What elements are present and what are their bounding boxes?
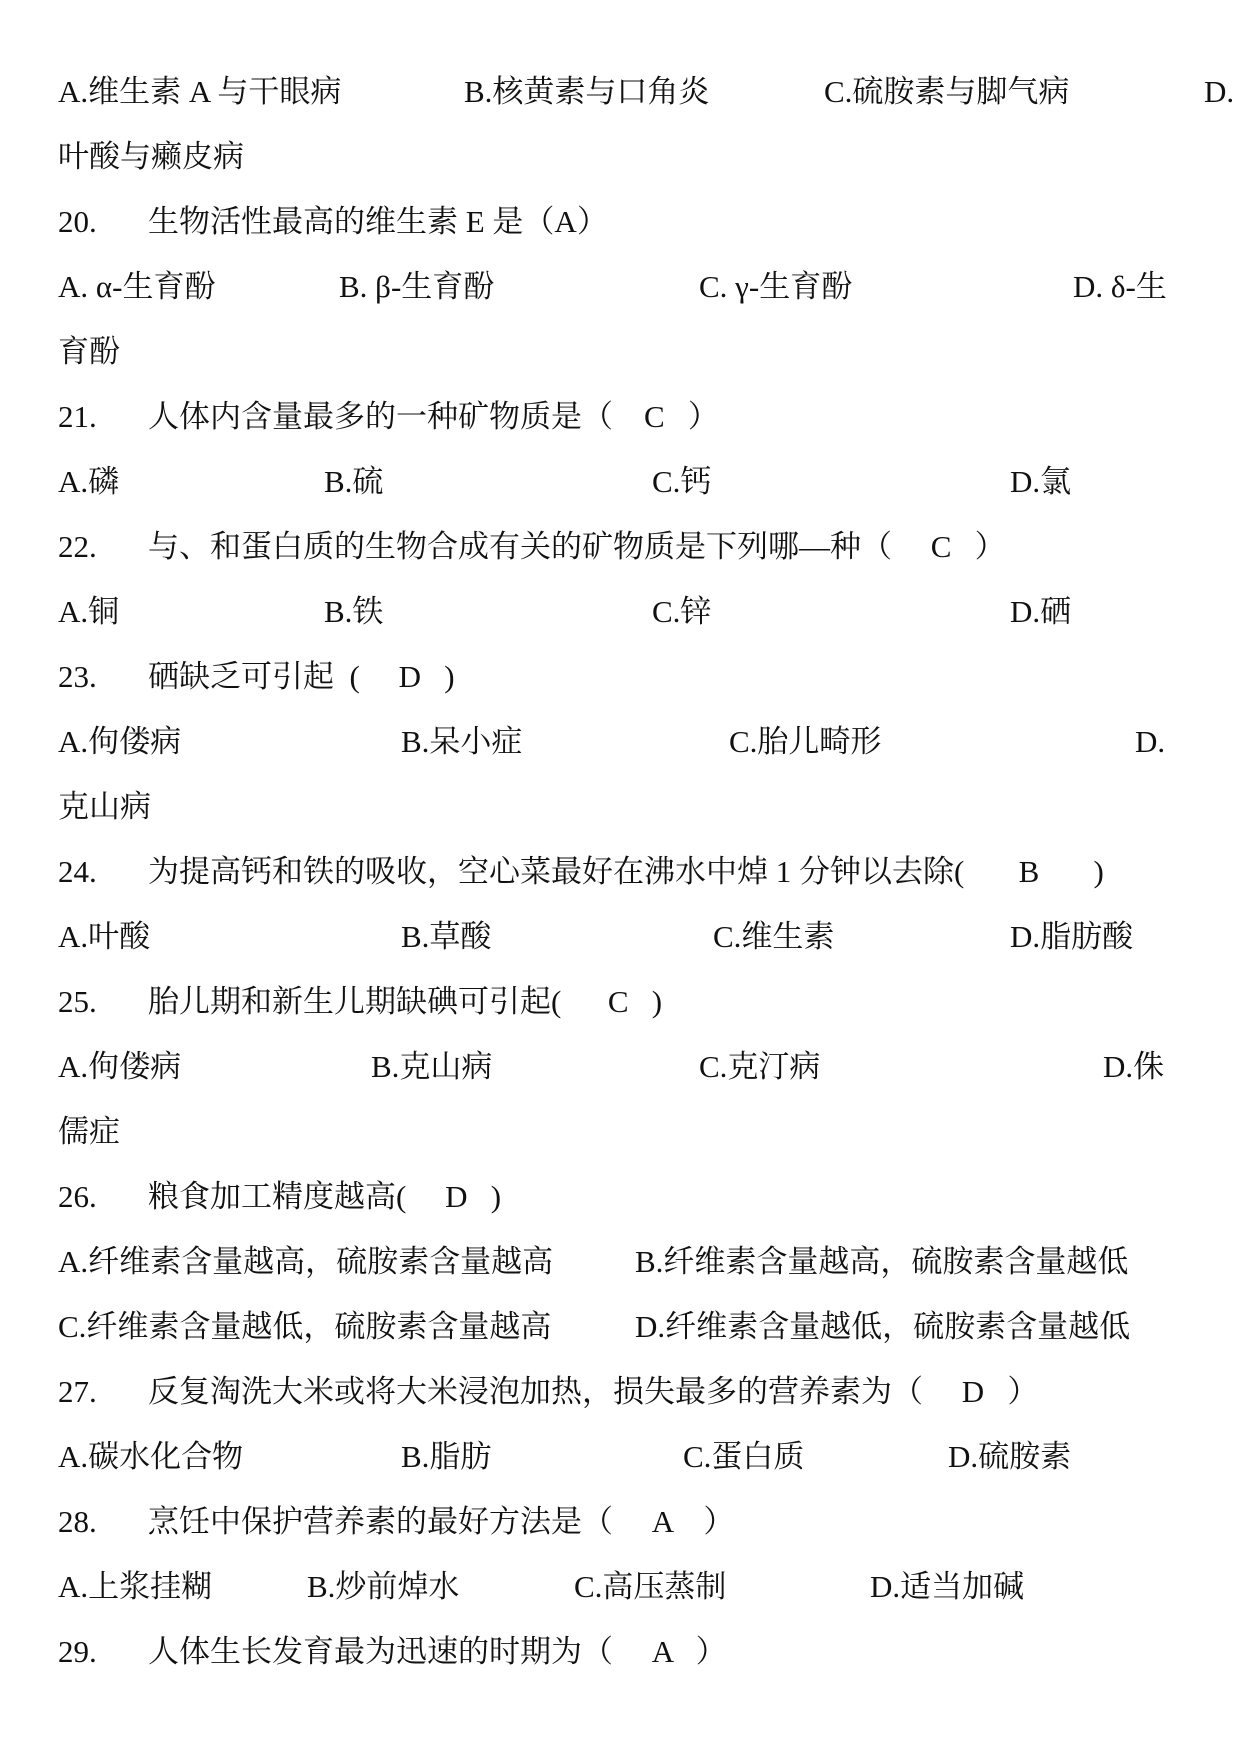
option-b: B. β-生育酚 [339,269,495,304]
option-c: C.锌 [652,594,712,629]
question-number: 25. [58,984,97,1019]
option-a: A.维生素 A 与干眼病 [58,74,342,109]
option-a: A.佝偻病 [58,724,182,759]
question-stem: 与、和蛋白质的生物合成有关的矿物质是下列哪—种（ C ） [148,529,1006,564]
question-number: 21. [58,399,97,434]
option-c: C.硫胺素与脚气病 [824,74,1070,109]
question-number: 27. [58,1374,97,1409]
question-number: 29. [58,1634,97,1669]
option-a: A.纤维素含量越高，硫胺素含量越高 [58,1244,554,1279]
question-stem: 烹饪中保护营养素的最好方法是（ A ） [148,1504,735,1539]
option-a: A.碳水化合物 [58,1439,244,1474]
q21-stem-row [0,384,1241,449]
option-d: D.纤维素含量越低，硫胺素含量越低 [635,1309,1131,1344]
option-b: B.呆小症 [401,724,523,759]
q28-stem-row [0,1489,1241,1554]
question-stem: 反复淘洗大米或将大米浸泡加热，损失最多的营养素为（ D ） [148,1374,1039,1409]
option-c: C.高压蒸制 [574,1569,727,1604]
question-stem: 胎儿期和新生儿期缺碘可引起( C ) [148,984,663,1019]
option-d: D. [1204,74,1235,109]
option-d: D.适当加碱 [870,1569,1025,1604]
q29-stem-row [0,1619,1241,1684]
q22-options-row [0,579,1241,644]
question-number: 28. [58,1504,97,1539]
q21-options-row [0,449,1241,514]
question-stem: 人体内含量最多的一种矿物质是（ C ） [148,399,719,434]
option-b: B.纤维素含量越高，硫胺素含量越低 [635,1244,1129,1279]
option-d-continuation: 叶酸与癞皮病 [58,139,244,174]
option-b: B.核黄素与口角炎 [464,74,710,109]
option-c: C.维生素 [713,919,835,954]
option-b: B.脂肪 [401,1439,492,1474]
question-number: 22. [58,529,97,564]
option-b: B.铁 [324,594,384,629]
q19-options-row [0,59,1241,124]
q27-stem-row [0,1359,1241,1424]
option-c: C.蛋白质 [683,1439,805,1474]
option-b: B.克山病 [371,1049,493,1084]
question-stem: 粮食加工精度越高( D ) [148,1179,502,1214]
q26-options-row-1 [0,1229,1241,1294]
option-d-continuation: 育酚 [58,334,120,369]
q27-options-row [0,1424,1241,1489]
question-stem: 人体生长发育最为迅速的时期为（ A ） [148,1634,727,1669]
option-c: C.胎儿畸形 [729,724,882,759]
q20-options-wrap-row [0,319,1241,384]
q24-options-row [0,904,1241,969]
question-number: 20. [58,204,97,239]
q25-stem-row [0,969,1241,1034]
q19-options-wrap-row [0,124,1241,189]
q26-stem-row [0,1164,1241,1229]
option-a: A.叶酸 [58,919,151,954]
option-a: A.磷 [58,464,120,499]
option-d: D.氯 [1010,464,1072,499]
q23-options-wrap-row [0,774,1241,839]
question-stem: 生物活性最高的维生素 E 是（A） [148,204,608,239]
option-c: C.纤维素含量越低，硫胺素含量越高 [58,1309,552,1344]
option-a: A. α-生育酚 [58,269,216,304]
option-a: A.铜 [58,594,120,629]
question-number: 24. [58,854,97,889]
option-b: B.草酸 [401,919,492,954]
q23-stem-row [0,644,1241,709]
option-d: D.脂肪酸 [1010,919,1134,954]
option-a: A.上浆挂糊 [58,1569,213,1604]
option-b: B.硫 [324,464,384,499]
question-number: 23. [58,659,97,694]
option-d: D.硒 [1010,594,1072,629]
option-c: C. γ-生育酚 [699,269,853,304]
question-number: 26. [58,1179,97,1214]
q24-stem-row [0,839,1241,904]
question-stem: 为提高钙和铁的吸收，空心菜最好在沸水中焯 1 分钟以去除( B ) [148,854,1104,889]
option-c: C.钙 [652,464,712,499]
q22-stem-row [0,514,1241,579]
option-d: D. δ-生 [1073,269,1167,304]
q25-options-row [0,1034,1241,1099]
option-d-continuation: 克山病 [58,789,151,824]
question-stem: 硒缺乏可引起 ( D ) [148,659,455,694]
option-d: D.侏 [1103,1049,1165,1084]
option-d: D.硫胺素 [948,1439,1072,1474]
option-c: C.克汀病 [699,1049,821,1084]
q25-options-wrap-row [0,1099,1241,1164]
option-d-continuation: 儒症 [58,1114,120,1149]
q23-options-row [0,709,1241,774]
option-d: D. [1135,724,1166,759]
q28-options-row [0,1554,1241,1619]
q26-options-row-2 [0,1294,1241,1359]
q20-options-row [0,254,1241,319]
q20-stem-row [0,189,1241,254]
option-a: A.佝偻病 [58,1049,182,1084]
option-b: B.炒前焯水 [307,1569,460,1604]
